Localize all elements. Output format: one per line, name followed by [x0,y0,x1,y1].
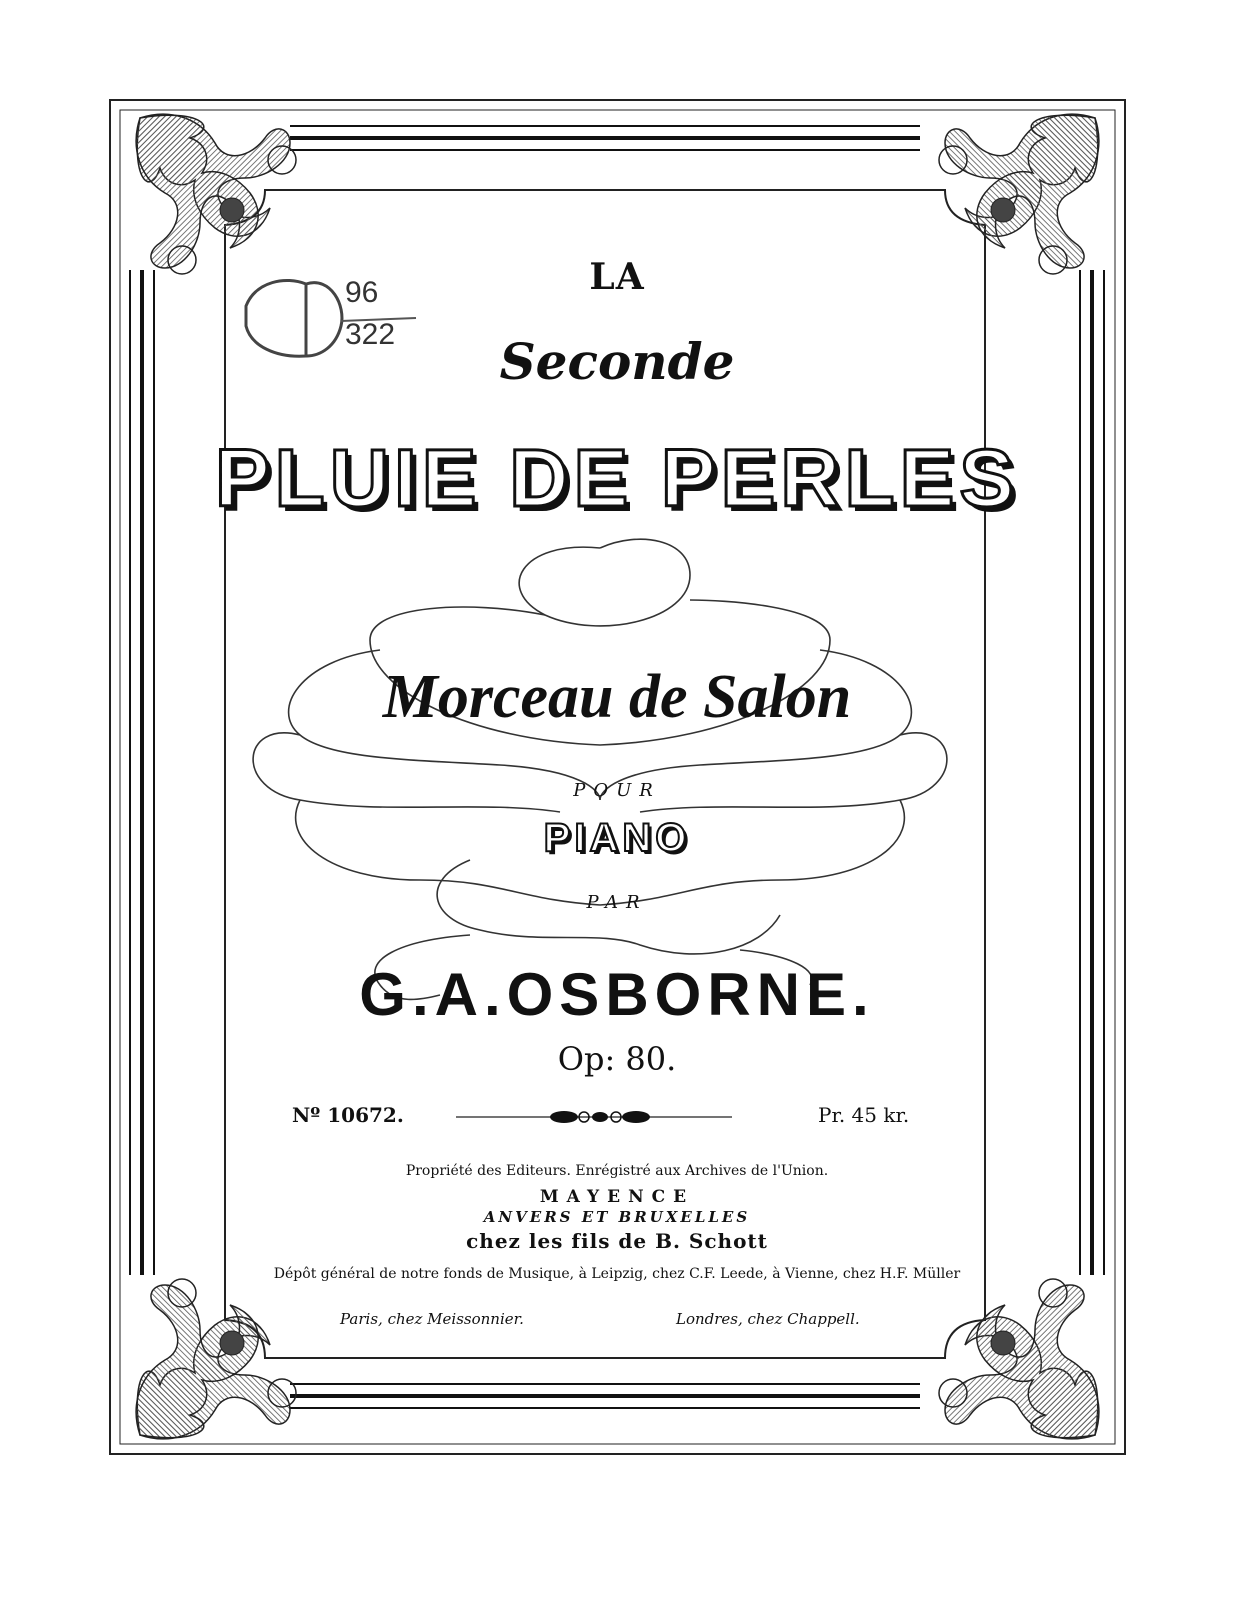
composer-par: PAR [586,892,648,913]
opus-number: Op: 80. [557,1040,677,1078]
title-seconde: Seconde [499,332,735,391]
title-article: LA [589,256,645,298]
price: Pr. 45 kr. [818,1103,910,1127]
instrument-name: PIANO [543,816,691,860]
subtitle: Morceau de Salon [382,663,852,731]
stamp-number-bottom: 322 [345,318,396,351]
paris-agent: Paris, chez Meissonnier. [340,1310,524,1328]
london-agent: Londres, chez Chappell. [676,1310,860,1328]
publisher-name: chez les fils de B. Schott [466,1229,768,1253]
depot-notice: Dépôt général de notre fonds de Musique, à Leipzig, chez C.F. Leede, à Vienne, chez H.F. Müller [273,1266,961,1282]
title-main: PLUIE DE PERLES [214,433,1020,524]
instrument-pour: POUR [573,780,661,801]
plate-number: Nº 10672. [292,1103,404,1127]
imprint-cities-secondary: ANVERS ET BRUXELLES [483,1208,751,1226]
property-notice: Propriété des Editeurs. Enrégistré aux Archives de l'Union. [405,1163,829,1179]
stamp-number-top: 96 [345,276,379,309]
composer-name: G.A.OSBORNE. [359,961,875,1028]
imprint-city: MAYENCE [539,1187,695,1207]
